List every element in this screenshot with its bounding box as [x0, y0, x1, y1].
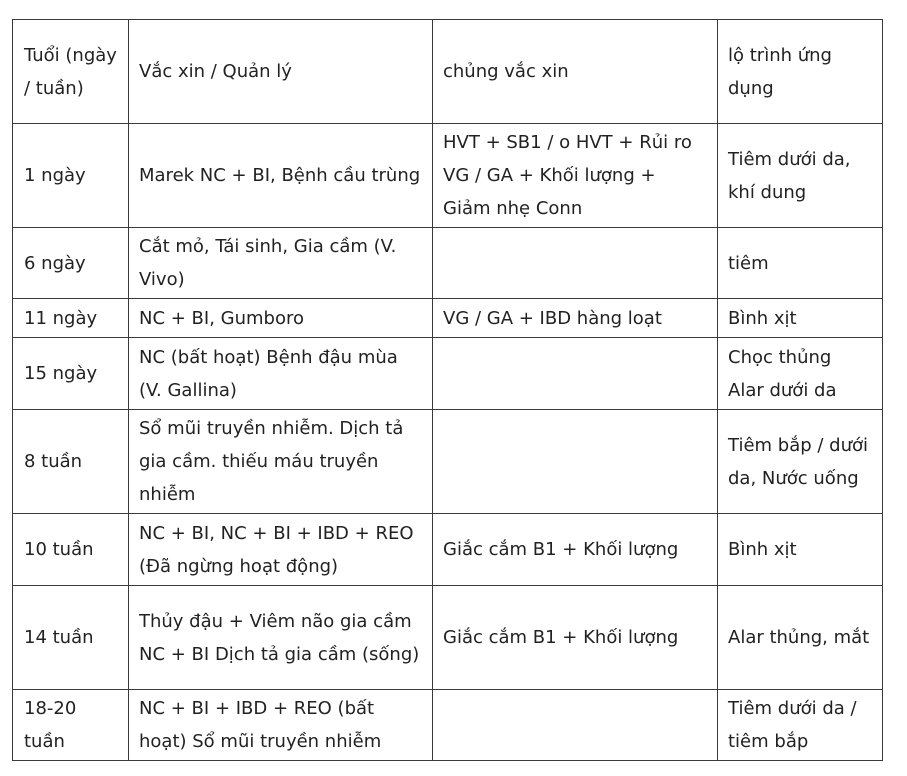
strain-cell: Giắc cắm B1 + Khối lượng — [433, 586, 718, 690]
route-cell: Tiêm dưới da / tiêm bắp — [718, 690, 883, 761]
vaccine-cell: NC + BI, Gumboro — [129, 299, 433, 338]
strain-cell — [433, 228, 718, 299]
route-cell: Tiêm dưới da, khí dung — [718, 124, 883, 228]
table-row — [13, 514, 883, 586]
age-cell: 14 tuần — [13, 586, 129, 690]
header-vaccine: Vắc xin / Quản lý — [129, 20, 433, 124]
age-cell: 6 ngày — [13, 228, 129, 299]
route-cell: Chọc thủng Alar dưới da — [718, 338, 883, 410]
header-age: Tuổi (ngày / tuần) — [13, 20, 129, 124]
age-cell: 8 tuần — [13, 410, 129, 514]
route-cell: Tiêm bắp / dưới da, Nước uống — [718, 410, 883, 514]
age-cell: 15 ngày — [13, 338, 129, 410]
table-row — [13, 586, 883, 690]
strain-cell — [433, 338, 718, 410]
header-route: lộ trình ứng dụng — [718, 20, 883, 124]
strain-cell: VG / GA + IBD hàng loạt — [433, 299, 718, 338]
vaccine-cell: Cắt mỏ, Tái sinh, Gia cầm (V. Vivo) — [129, 228, 433, 299]
table-row — [13, 690, 883, 761]
table-row — [13, 338, 883, 410]
table-row — [13, 410, 883, 514]
vaccine-cell: Marek NC + BI, Bệnh cầu trùng — [129, 124, 433, 228]
table-row — [13, 228, 883, 299]
vaccine-cell: Thủy đậu + Viêm não gia cầm NC + BI Dịch tả gia cầm (sống) — [129, 586, 433, 690]
header-strain: chủng vắc xin — [433, 20, 718, 124]
age-cell: 11 ngày — [13, 299, 129, 338]
route-cell: tiêm — [718, 228, 883, 299]
vaccine-table — [12, 19, 883, 761]
vaccine-cell: Sổ mũi truyền nhiễm. Dịch tả gia cầm. thiếu máu truyền nhiễm — [129, 410, 433, 514]
vaccine-cell: NC (bất hoạt) Bệnh đậu mùa (V. Gallina) — [129, 338, 433, 410]
age-cell: 10 tuần — [13, 514, 129, 586]
age-cell: 18-20 tuần — [13, 690, 129, 761]
strain-cell: HVT + SB1 / o HVT + Rủi ro VG / GA + Khối lượng + Giảm nhẹ Conn — [433, 124, 718, 228]
route-cell: Bình xịt — [718, 299, 883, 338]
route-cell: Bình xịt — [718, 514, 883, 586]
vaccine-cell: NC + BI, NC + BI + IBD + REO (Đã ngừng hoạt động) — [129, 514, 433, 586]
header-row — [13, 20, 883, 124]
vaccination-schedule — [12, 19, 883, 761]
strain-cell: Giắc cắm B1 + Khối lượng — [433, 514, 718, 586]
vaccine-cell: NC + BI + IBD + REO (bất hoạt) Sổ mũi truyền nhiễm — [129, 690, 433, 761]
route-cell: Alar thủng, mắt — [718, 586, 883, 690]
age-cell: 1 ngày — [13, 124, 129, 228]
table-row — [13, 299, 883, 338]
strain-cell — [433, 410, 718, 514]
strain-cell — [433, 690, 718, 761]
table-row — [13, 124, 883, 228]
